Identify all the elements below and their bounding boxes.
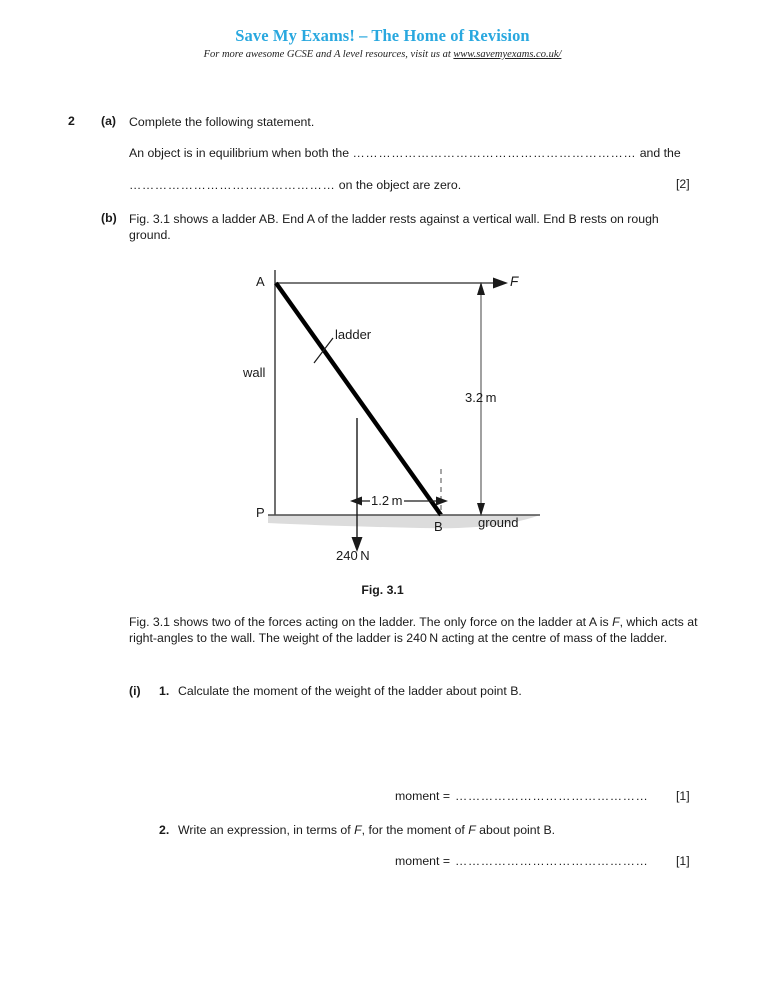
item-2-number: 2. xyxy=(159,823,170,837)
label-wall: wall xyxy=(243,365,266,380)
site-title: Save My Exams! – The Home of Revision xyxy=(235,26,530,45)
answer-dots[interactable]: ………………………………………………………… xyxy=(352,146,637,160)
label-point-P: P xyxy=(256,505,265,520)
label-point-B: B xyxy=(434,519,443,534)
label-dim-height: 3.2 m xyxy=(465,390,497,405)
ladder-diagram xyxy=(0,262,765,572)
item-2-marks: [1] xyxy=(676,854,690,868)
item-2-answer-label: moment = xyxy=(395,854,451,868)
part-a-line1 xyxy=(129,145,699,161)
description-text-2: , which acts at right-angles to the wall. The weight of the ladder is 240 N acting at the centre of mass of the ladder. xyxy=(129,615,698,645)
part-a-marks: [2] xyxy=(676,177,690,191)
item-1-marks: [1] xyxy=(676,789,690,803)
ladder-diagram-svg xyxy=(0,262,765,572)
answer-dots[interactable]: ……………………………………… xyxy=(455,789,649,803)
item-2-symbol-F-2: F xyxy=(468,823,476,837)
item-1-answer-label: moment = xyxy=(395,789,451,803)
item-2-symbol-F-1: F xyxy=(354,823,362,837)
part-a-line2 xyxy=(129,177,649,193)
item-2-text-c: about point B. xyxy=(475,823,556,837)
part-a-label: (a) xyxy=(101,114,117,128)
answer-dots[interactable]: ……………………………………… xyxy=(455,854,649,868)
part-a-line1-before: An object is in equilibrium when both the xyxy=(129,146,350,160)
question-number: 2 xyxy=(68,114,75,128)
label-weight-force: 240 N xyxy=(336,548,370,563)
roman-numeral-i: (i) xyxy=(129,684,141,698)
part-a-stem: Complete the following statement. xyxy=(129,115,315,129)
ladder-line xyxy=(276,283,441,515)
figure-caption: Fig. 3.1 xyxy=(361,583,404,597)
force-F-arrowhead xyxy=(493,278,508,289)
item-1-text: Calculate the moment of the weight of the ladder about point B. xyxy=(178,684,522,698)
site-url-link[interactable]: www.savemyexams.co.uk/ xyxy=(453,48,562,60)
part-a-line1-after: and the xyxy=(639,146,681,160)
dim-base-arrowhead-left xyxy=(350,497,362,506)
item-1-number: 1. xyxy=(159,684,170,698)
part-a-line2-after: on the object are zero. xyxy=(338,178,462,192)
answer-dots[interactable]: ………………………………………… xyxy=(129,178,336,192)
label-force-F: F xyxy=(510,274,519,289)
description-symbol-F: F xyxy=(612,615,620,629)
site-header xyxy=(0,26,765,61)
description-text-1: Fig. 3.1 shows two of the forces acting on the ladder. The only force on the ladder at A is xyxy=(129,615,613,629)
item-2-text-a: Write an expression, in terms of xyxy=(178,823,355,837)
label-ground: ground xyxy=(478,515,519,530)
part-b-label: (b) xyxy=(101,211,117,225)
dim-height-arrowhead-top xyxy=(477,282,485,295)
item-2-text xyxy=(178,822,648,838)
item-2-text-b: , for the moment of xyxy=(361,823,469,837)
site-subtitle xyxy=(0,49,765,62)
part-b-description xyxy=(129,614,699,646)
label-dim-base: 1.2 m xyxy=(371,493,403,508)
dim-base-arrowhead-right xyxy=(436,497,448,506)
label-ladder: ladder xyxy=(335,327,372,342)
site-subtitle-text: For more awesome GCSE and A level resources, visit us at xyxy=(203,48,454,60)
part-b-intro: Fig. 3.1 shows a ladder AB. End A of the ladder rests against a vertical wall. End B rests on rough ground. xyxy=(129,212,659,242)
label-point-A: A xyxy=(256,274,265,289)
